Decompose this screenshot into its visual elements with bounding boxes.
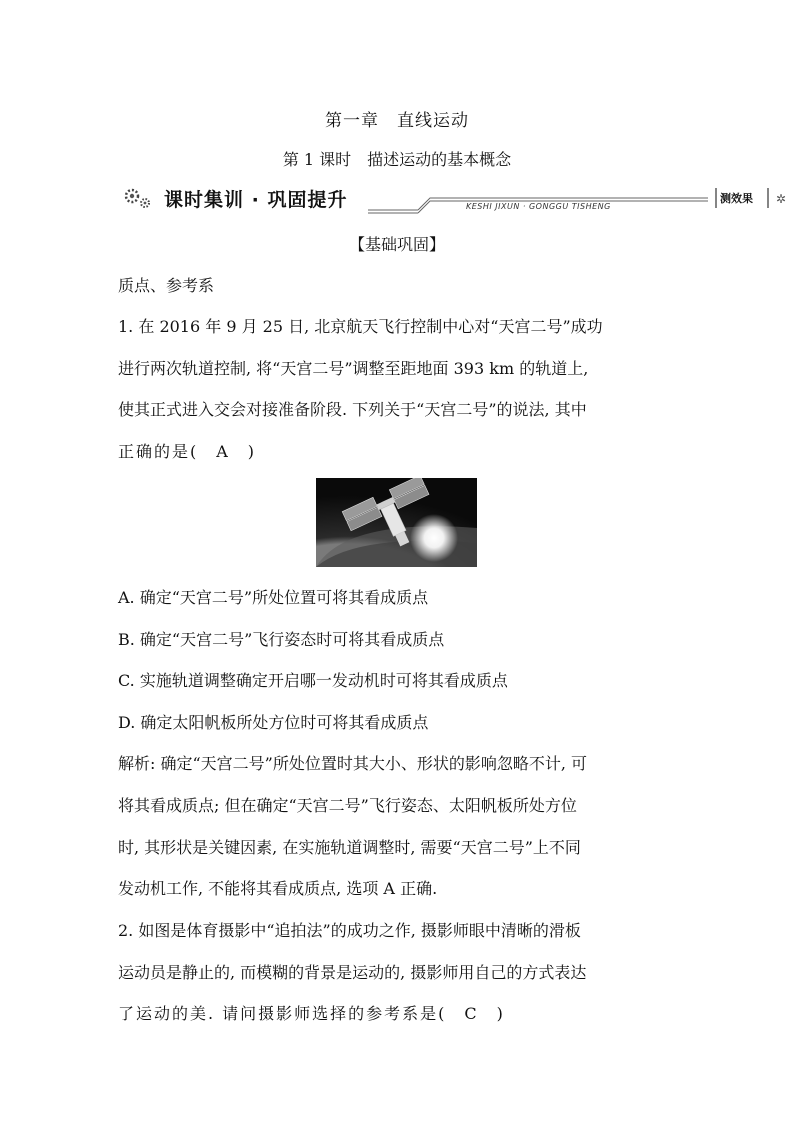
lesson-title: 第 1 课时 描述运动的基本概念 (282, 150, 512, 169)
option-c: C. 实施轨道调整确定开启哪一发动机时可将其看成质点 (118, 671, 508, 690)
analysis-line: 时, 其形状是关键因素, 在实施轨道调整时, 需要“天宫二号”上不同 (118, 838, 581, 857)
question-1-line: 正确的是( A ) (118, 442, 257, 461)
satellite-image (316, 478, 477, 567)
section-banner (118, 184, 794, 216)
subsection-title: 质点、参考系 (118, 276, 215, 295)
section-heading: 【基础巩固】 (348, 235, 445, 254)
option-a: A. 确定“天宫二号”所处位置可将其看成质点 (118, 588, 429, 607)
analysis-line: 解析: 确定“天宫二号”所处位置时其大小、形状的影响忽略不计, 可 (118, 754, 588, 773)
analysis-line: 将其看成质点; 但在确定“天宫二号”飞行姿态、太阳帆板所处方位 (118, 796, 577, 815)
banner-tag: 测效果 (720, 192, 753, 205)
question-1-line: 进行两次轨道控制, 将“天宫二号”调整至距地面 393 km 的轨道上, (118, 359, 589, 378)
question-2-line: 运动员是静止的, 而模糊的背景是运动的, 摄影师用自己的方式表达 (118, 963, 587, 982)
question-2-line: 了运动的美. 请问摄影师选择的参考系是( C ) (118, 1004, 505, 1023)
banner-subtitle: KESHI JIXUN · GONGGU TISHENG (466, 202, 611, 211)
option-d: D. 确定太阳帆板所处方位时可将其看成质点 (118, 713, 429, 732)
question-2-line: 2. 如图是体育摄影中“追拍法”的成功之作, 摄影师眼中清晰的滑板 (118, 921, 581, 940)
gear-icon (126, 190, 149, 207)
chapter-title: 第一章 直线运动 (325, 111, 469, 131)
analysis-line: 发动机工作, 不能将其看成质点, 选项 A 正确. (118, 879, 438, 898)
option-b: B. 确定“天宫二号”飞行姿态时可将其看成质点 (118, 630, 445, 649)
banner-title: 课时集训 · 巩固提升 (164, 189, 348, 211)
question-1-line: 使其正式进入交会对接准备阶段. 下列关于“天宫二号”的说法, 其中 (118, 400, 587, 419)
svg-text:✲: ✲ (776, 192, 787, 206)
question-1-line: 1. 在 2016 年 9 月 25 日, 北京航天飞行控制中心对“天宫二号”成功 (118, 317, 603, 336)
